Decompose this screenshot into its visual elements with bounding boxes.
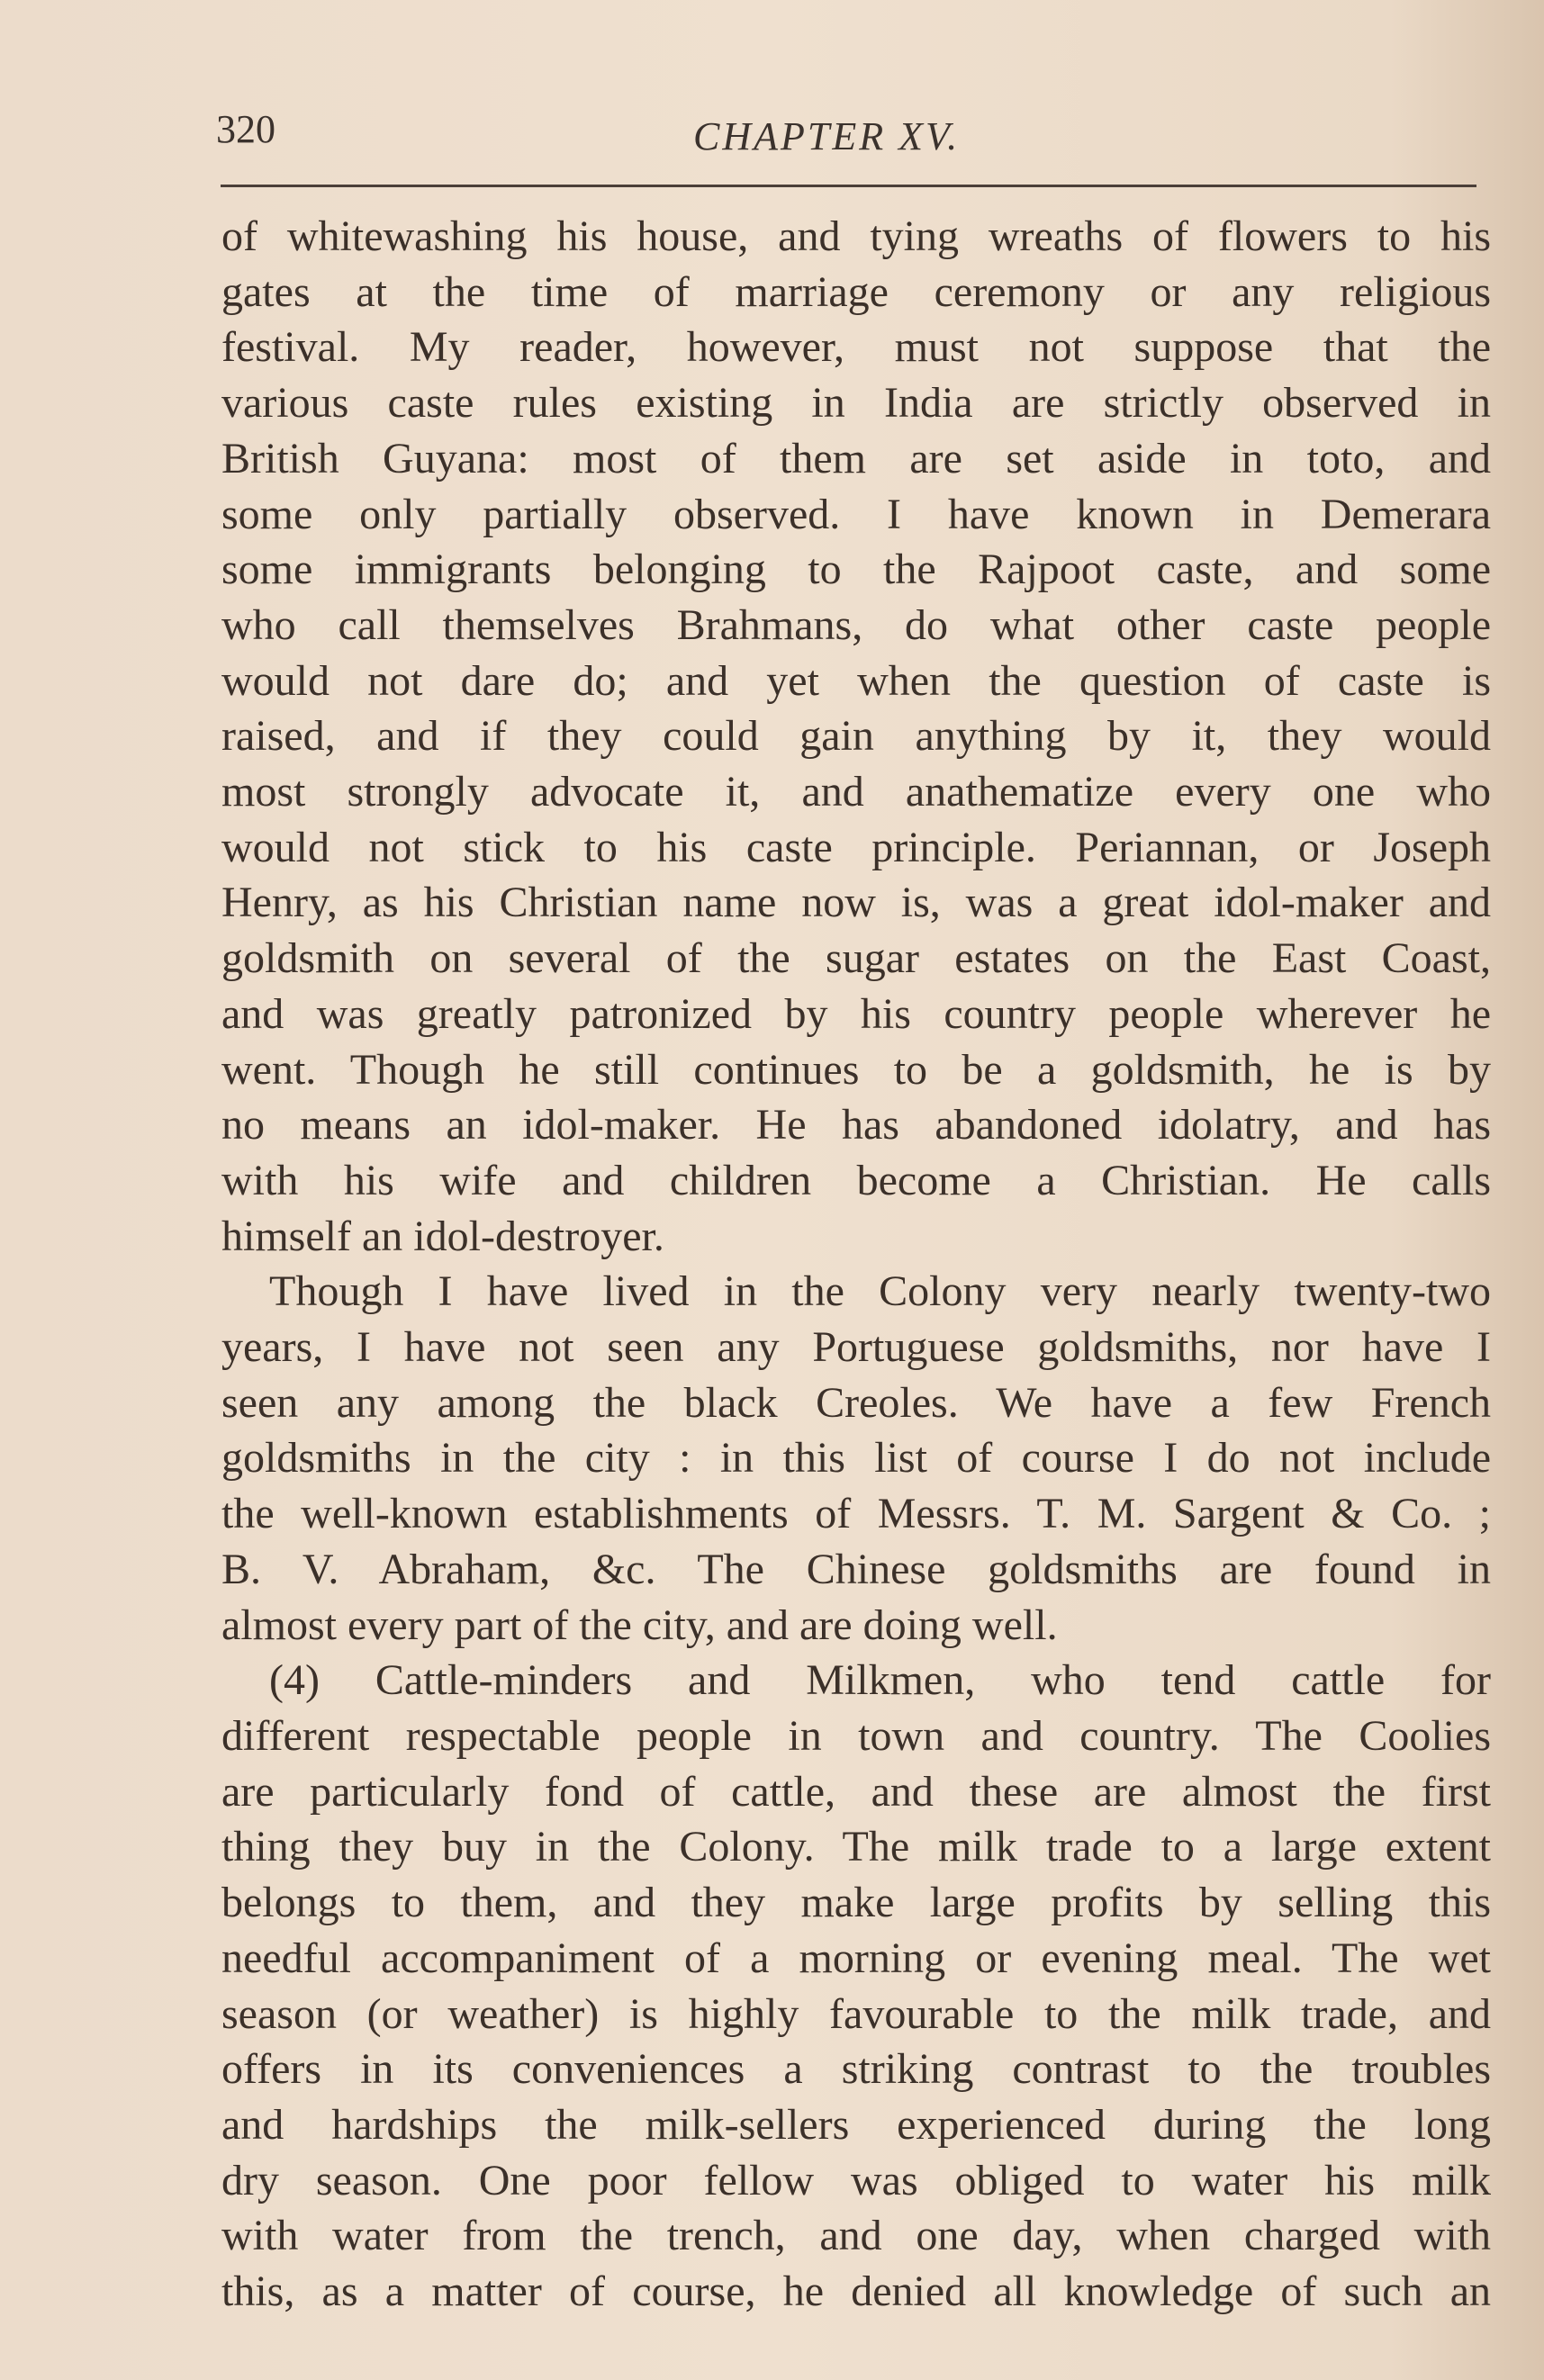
text-line: this, as a matter of course, he denied all knowledge of such an	[221, 2267, 1491, 2316]
text-line: Henry, as his Christian name now is, was a great idol-maker and	[221, 879, 1491, 927]
text-line: most strongly advocate it, and anathematize every one who	[221, 768, 1491, 816]
text-line: with water from the trench, and one day, when charged with	[221, 2212, 1491, 2260]
text-line: seen any among the black Creoles. We have a few French	[221, 1378, 1491, 1427]
text-line: and hardships the milk-sellers experienced during the long	[221, 2100, 1491, 2149]
paragraph-3	[221, 1653, 1491, 2319]
text-line: needful accompaniment of a morning or evening meal. The wet	[221, 1934, 1491, 1982]
text-line: gates at the time of marriage ceremony or any religious	[221, 267, 1491, 316]
text-line: (4) Cattle-minders and Milkmen, who tend cattle for	[269, 1656, 1491, 1705]
running-head: CHAPTER XV.	[693, 114, 961, 158]
text-line: various caste rules existing in India are strictly observed in	[221, 379, 1491, 428]
text-line: some only partially observed. I have known in Demerara	[221, 490, 1491, 538]
text-line: no means an idol-maker. He has abandoned idolatry, and has	[221, 1101, 1491, 1149]
text-line: himself an idol-destroyer.	[221, 1212, 664, 1260]
text-line: goldsmith on several of the sugar estates on the East Coast,	[221, 934, 1491, 983]
paragraph-2	[221, 1264, 1491, 1653]
page-header	[216, 106, 1476, 169]
text-line: would not stick to his caste principle. Periannan, or Joseph	[221, 823, 1491, 871]
text-line: are particularly fond of cattle, and these are almost the first	[221, 1767, 1491, 1816]
body-text	[221, 209, 1491, 2320]
text-line: the well-known establishments of Messrs. T. M. Sargent & Co. ;	[221, 1490, 1491, 1538]
text-line: some immigrants belonging to the Rajpoot caste, and some	[221, 545, 1491, 594]
text-line: festival. My reader, however, must not suppose that the	[221, 323, 1491, 372]
text-line: offers in its conveniences a striking contrast to the troubles	[221, 2045, 1491, 2094]
text-line: different respectable people in town and country. The Coolies	[221, 1711, 1491, 1760]
text-line: went. Though he still continues to be a goldsmith, he is by	[221, 1045, 1491, 1094]
text-line: British Guyana: most of them are set aside in toto, and	[221, 434, 1491, 482]
text-line: Though I have lived in the Colony very nearly twenty-two	[269, 1267, 1491, 1316]
text-line: almost every part of the city, and are doing well.	[221, 1600, 1058, 1649]
text-line: years, I have not seen any Portuguese goldsmiths, nor have I	[221, 1323, 1491, 1372]
text-line: and was greatly patronized by his country people wherever he	[221, 989, 1491, 1038]
text-line: would not dare do; and yet when the question of caste is	[221, 656, 1491, 705]
text-line: with his wife and children become a Christian. He calls	[221, 1156, 1491, 1204]
text-line: of whitewashing his house, and tying wreaths of flowers to his	[221, 212, 1491, 260]
text-line: belongs to them, and they make large profits by selling this	[221, 1879, 1491, 1927]
page-number: 320	[216, 107, 275, 151]
text-line: thing they buy in the Colony. The milk trade to a large extent	[221, 1823, 1491, 1871]
text-line: dry season. One poor fellow was obliged to water his milk	[221, 2156, 1491, 2204]
text-line: B. V. Abraham, &c. The Chinese goldsmiths are found in	[221, 1545, 1491, 1593]
text-line: goldsmiths in the city : in this list of course I do not include	[221, 1434, 1491, 1483]
paragraph-1	[221, 209, 1491, 1264]
text-line: raised, and if they could gain anything by it, they would	[221, 712, 1491, 761]
text-line: who call themselves Brahmans, do what other caste people	[221, 600, 1491, 649]
header-rule	[221, 185, 1476, 187]
text-line: season (or weather) is highly favourable to the milk trade, and	[221, 1989, 1491, 2038]
